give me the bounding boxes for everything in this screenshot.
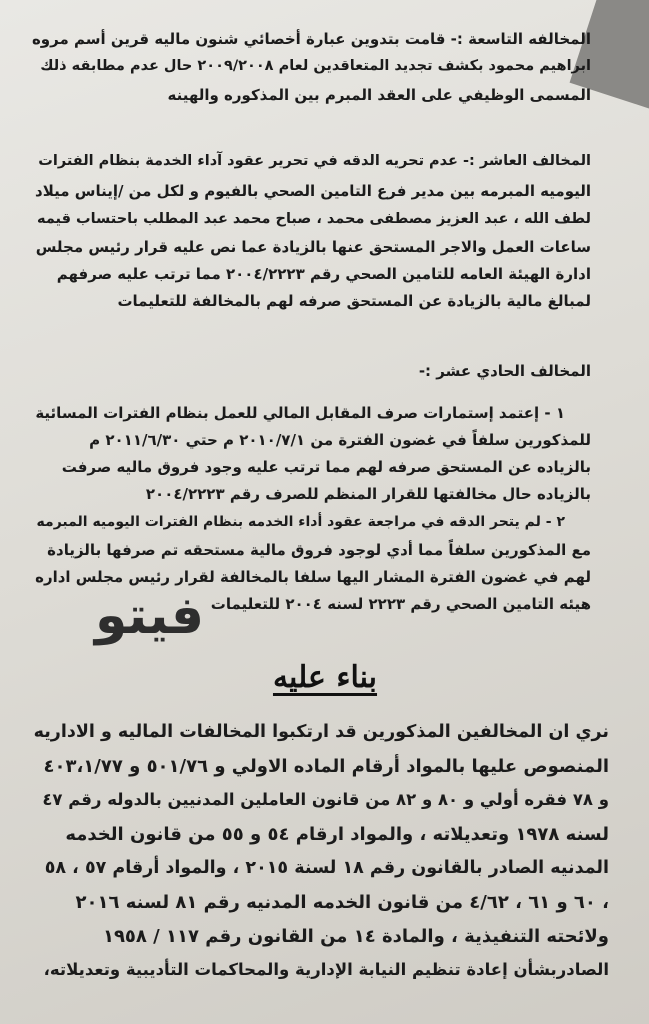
- violation-11-item-2-line-4: هيئه التامين الصحي رقم ٢٢٢٣ لسنه ٢٠٠٤ للتعليمات: [210, 595, 591, 613]
- violation-9-line-3: المسمى الوظيفي على العقد المبرم بين المذكوره والهينه: [167, 86, 591, 104]
- violation-10-line-4: ساعات العمل والاجر المستحق عنها بالزيادة عما نص عليه قرار رئيس مجلس: [35, 238, 591, 256]
- violation-10-line-6: لمبالغ مالية بالزيادة عن المستحق صرفه لهم بالمخالفة للتعليمات: [117, 292, 591, 310]
- violation-11-item-2-line-2: مع المذكورين سلفاً مما أدي لوجود فروق مالية مستحقه تم صرفها بالزيادة: [47, 541, 591, 559]
- violation-10-line-5: ادارة الهيئة العامه للتامين الصحي رقم ٢٠٠٤/٢٢٢٣ مما ترتب عليه صرفهم: [56, 265, 591, 283]
- violation-9-line-2: ابراهيم محمود بكشف تجديد المتعاقدين لعام ٢٠٠٩/٢٠٠٨ حال عدم مطابقه ذلك: [40, 58, 591, 74]
- conclusion-line-4: لسنه ١٩٧٨ وتعديلاته ، والمواد ارقام ٥٤ و ٥٥ من قانون الخدمه: [65, 824, 609, 845]
- violation-10-line-3: لطف الله ، عبد العزيز مصطفى محمد ، صباح محمد عبد المطلب باحتساب قيمه: [37, 211, 591, 227]
- violation-11-item-1-line-1: ١ - إعتمد إستمارات صرف المقابل المالي للعمل بنظام الفترات المسائية: [35, 404, 565, 422]
- conclusion-line-3: و ٧٨ فقره أولي و ٨٠ و ٨٢ من قانون العاملين المدنيين بالدوله رقم ٤٧: [42, 790, 609, 809]
- section-heading: بناء عليه: [272, 660, 378, 695]
- bleed-through-text: [40, 306, 560, 354]
- violation-11-item-1-line-2: للمذكورين سلفاً في غضون الفترة من ٢٠١٠/٧/١ م حتي ٢٠١١/٦/٣٠ م: [89, 431, 591, 449]
- violation-11-item-1-line-4: بالزياده حال مخالفتها للقرار المنظم للصرف رقم ٢٠٠٤/٢٢٢٣: [145, 485, 591, 503]
- conclusion-line-8: الصادربشأن إعادة تنظيم النيابة الإدارية والمحاكمات التأديبية وتعديلاته،: [43, 960, 609, 979]
- violation-10-line-1: المخالف العاشر :- عدم تحريه الدقه في تحرير عقود آداء الخدمة بنظام الفترات: [38, 153, 591, 169]
- conclusion-line-5: المدنيه الصادر بالقانون رقم ١٨ لسنة ٢٠١٥ ، والمواد أرقام ٥٧ ، ٥٨: [44, 858, 609, 878]
- violation-11-item-2-line-3: لهم في غضون الفترة المشار اليها سلفا بالمخالفة لقرار رئيس مجلس اداره: [35, 568, 591, 586]
- conclusion-line-7: ولائحته التنفيذية ، والمادة ١٤ من القانون رقم ١١٧ / ١٩٥٨: [102, 926, 609, 947]
- violation-11-item-2-line-1: ٢ - لم يتحر الدقه في مراجعة عقود أداء الخدمه بنظام الفترات اليوميه المبرمه: [36, 514, 565, 530]
- violation-9-line-1: المخالفه التاسعة :- قامت بتدوين عبارة أخصائي شنون ماليه قرين أسم مروه: [31, 30, 591, 48]
- conclusion-line-6: ، ٦٠ و ٦١ ، ٤/٦٢ من قانون الخدمه المدنيه رقم ٨١ لسنه ٢٠١٦: [75, 892, 609, 913]
- violation-11-item-1-line-3: بالزياده عن المستحق صرفه لهم مما ترتب عليه وجود فروق ماليه صرفت: [61, 458, 591, 476]
- conclusion-line-1: نري ان المخالفين المذكورين قد ارتكبوا المخالفات الماليه و الاداريه: [33, 722, 609, 742]
- conclusion-line-2: المنصوص عليها بالمواد أرقام الماده الاولي و ٥٠١/٧٦ و ٤٠٣،١/٧٧: [43, 756, 609, 777]
- violation-11-title: المخالف الحادي عشر :-: [418, 362, 591, 380]
- vito-watermark-logo: فيتو: [95, 586, 205, 646]
- violation-10-line-2: اليوميه المبرمه بين مدير فرع التامين الصحي بالفيوم و لكل من /إيناس ميلاد: [35, 182, 591, 200]
